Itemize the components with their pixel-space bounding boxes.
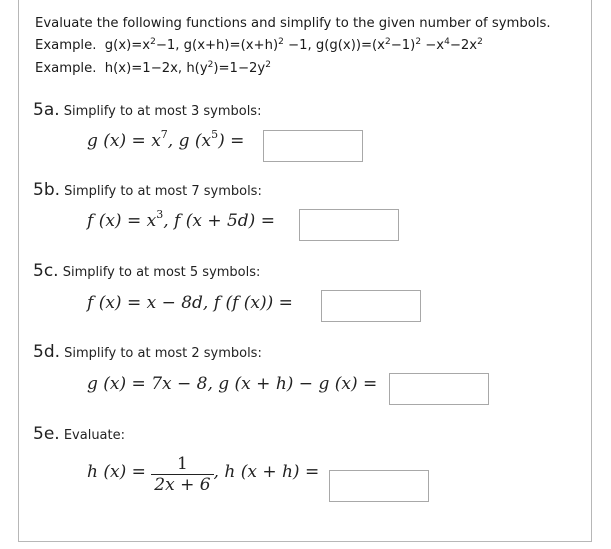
question-5a-heading: 5a. Simplify to at most 3 symbols: [33,100,262,120]
question-5d-expression: g (x) = 7x − 8, g (x + h) − g (x) = [87,374,378,394]
answer-5b-input[interactable] [299,209,399,241]
example-1: Example. $g(x)=x^2-1$, $g(x+h)=(x+h)^2 -1$, $g(g(x))=(x^2-1)^2 -x^4-2x^2$ [35,37,483,53]
question-5d-heading: 5d. Simplify to at most 2 symbols: [33,342,262,362]
answer-5c-input[interactable] [321,290,421,322]
question-5c-expression: f (x) = x − 8d, f (f (x)) = [87,293,293,313]
question-5b-heading: 5b. Simplify to at most 7 symbols: [33,180,262,200]
question-5e-expression: h (x) = $\frac{1}{2x + 6}$ , h (x + h) = [87,454,320,495]
answer-5d-input[interactable] [389,373,489,405]
question-5e-heading: 5e. Evaluate: [33,424,125,444]
example-2: Example. h(x)=1−2x, $h(y^2)=1-2y^2$ [35,60,271,76]
answer-5e-input[interactable] [329,470,429,502]
question-5c-heading: 5c. Simplify to at most 5 symbols: [33,261,261,281]
fraction: $\frac{1}{2x + 6}$ [151,454,213,495]
problem-panel [18,0,592,542]
question-5b-expression: f $(x) = x^3$, f (x + 5d) = [87,208,275,231]
question-5a-expression: g $(x) = x^7$, g $(x^5)$ = [87,128,245,151]
instructions: Evaluate the following functions and simplify to the given number of symbols. [35,16,551,31]
answer-5a-input[interactable] [263,130,363,162]
